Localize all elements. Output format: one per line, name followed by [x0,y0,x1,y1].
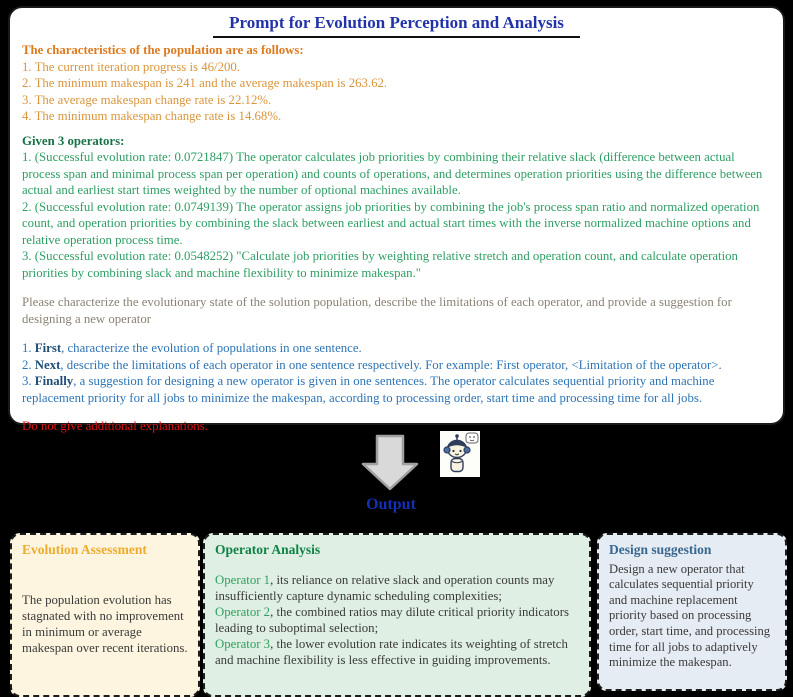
instruction-number: 3. [22,374,35,388]
evolution-assessment-body: The population evolution has stagnated with no improvement in minimum or average makespan over recent iterations. [22,593,188,655]
design-suggestion-box [597,533,787,691]
characteristic-item: 4. The minimum makespan change rate is 14.68%. [22,109,282,123]
operator-analysis-box [203,533,591,697]
characteristic-item: 1. The current iteration progress is 46/200. [22,59,240,74]
operator-limitation: , the lower evolution rate indicates its weighting of stretch and machine flexibility is less effective in guiding improvements. [215,637,568,667]
instruction-text: , describe the limitations of each operator in one sentence respectively. For example: First operator, <Limitation of the operator>. [60,357,722,372]
operator-description: 2. (Successful evolution rate: 0.0749139) The operator assigns job priorities by combining the job's process span ratio and normalized operation count, and operation priorities by combining the slack between earliest and actual start times with the inverse normalized machine options and relative operation process time. [22,199,760,247]
design-suggestion-title: Design suggestion [609,542,712,557]
instruction-lead: First [34,341,62,355]
characteristic-item: 2. The minimum makespan is 241 and the average makespan is 263.62. [22,76,388,90]
operator-limitation: , its reliance on relative slack and operation counts may insufficiently capture dynamic scheduling complexities; [215,573,555,603]
instruction-text: , characterize the evolution of populations in one sentence. [61,341,362,355]
design-suggestion-body: Design a new operator that calculates sequential priority and machine replacement priority based on processing order, start time, and processing time for all jobs to adaptively minimize the makespan. [609,561,771,670]
instruction-lead: Finally [34,374,74,388]
instruction-item [22,357,771,374]
instruction-lead: Next [34,357,61,372]
operator-analysis-title: Operator Analysis [215,542,321,557]
prompt-title-row [22,13,771,38]
prompt-box [8,6,785,433]
operator-analysis-body [215,572,579,668]
instruction-number: 1. [22,341,35,355]
operator-label: Operator 2 [215,605,271,619]
evolution-assessment-box [10,533,200,697]
operator-limitation: , the combined ratios may dilute critical priority indicators leading to suboptimal selection; [215,605,569,635]
operators-header: Given 3 operators: [22,133,125,148]
instruction-text: , a suggestion for designing a new operator is given in one sentences. The operator calculates sequential priority and machine replacement priority for all jobs to minimize the makespan, according to processing order, start time and processing time for all jobs. [22,374,715,405]
robot-assistant-icon [440,431,480,477]
characteristics-header: The characteristics of the population are as follows: [22,43,304,57]
operator-description: 3. (Successful evolution rate: 0.0548252) "Calculate job priorities by weighting relative stretch and operation count, and calculate operation priorities by combining slack and machine flexibility to minimize makespan." [22,249,738,280]
output-label: Output [366,496,416,513]
warning-text: Do not give additional explanations. [22,419,208,433]
request-paragraph: Please characterize the evolutionary state of the solution population, describe the limitations of each operator, and provide a suggestion for designing a new operator [22,295,732,326]
operator-label: Operator 1 [215,573,271,587]
operator-description: 1. (Successful evolution rate: 0.0721847) The operator calculates job priorities by combining their relative slack (difference between actual process span and minimal process span per operation) and counts of operations, and determines operation priorities using the difference between actual and earliest start times weighted by the number of optional machines available. [22,150,763,197]
operator-label: Operator 3 [215,637,271,651]
instructions-list [22,340,771,406]
instruction-item [22,340,771,357]
down-arrow-icon [353,434,427,492]
instruction-number: 2. [22,357,35,372]
characteristic-item: 3. The average makespan change rate is 22.12%. [22,92,272,107]
prompt-title: Prompt for Evolution Perception and Analysis [213,13,580,38]
instruction-item [22,373,771,406]
evolution-assessment-title: Evolution Assessment [22,542,147,557]
